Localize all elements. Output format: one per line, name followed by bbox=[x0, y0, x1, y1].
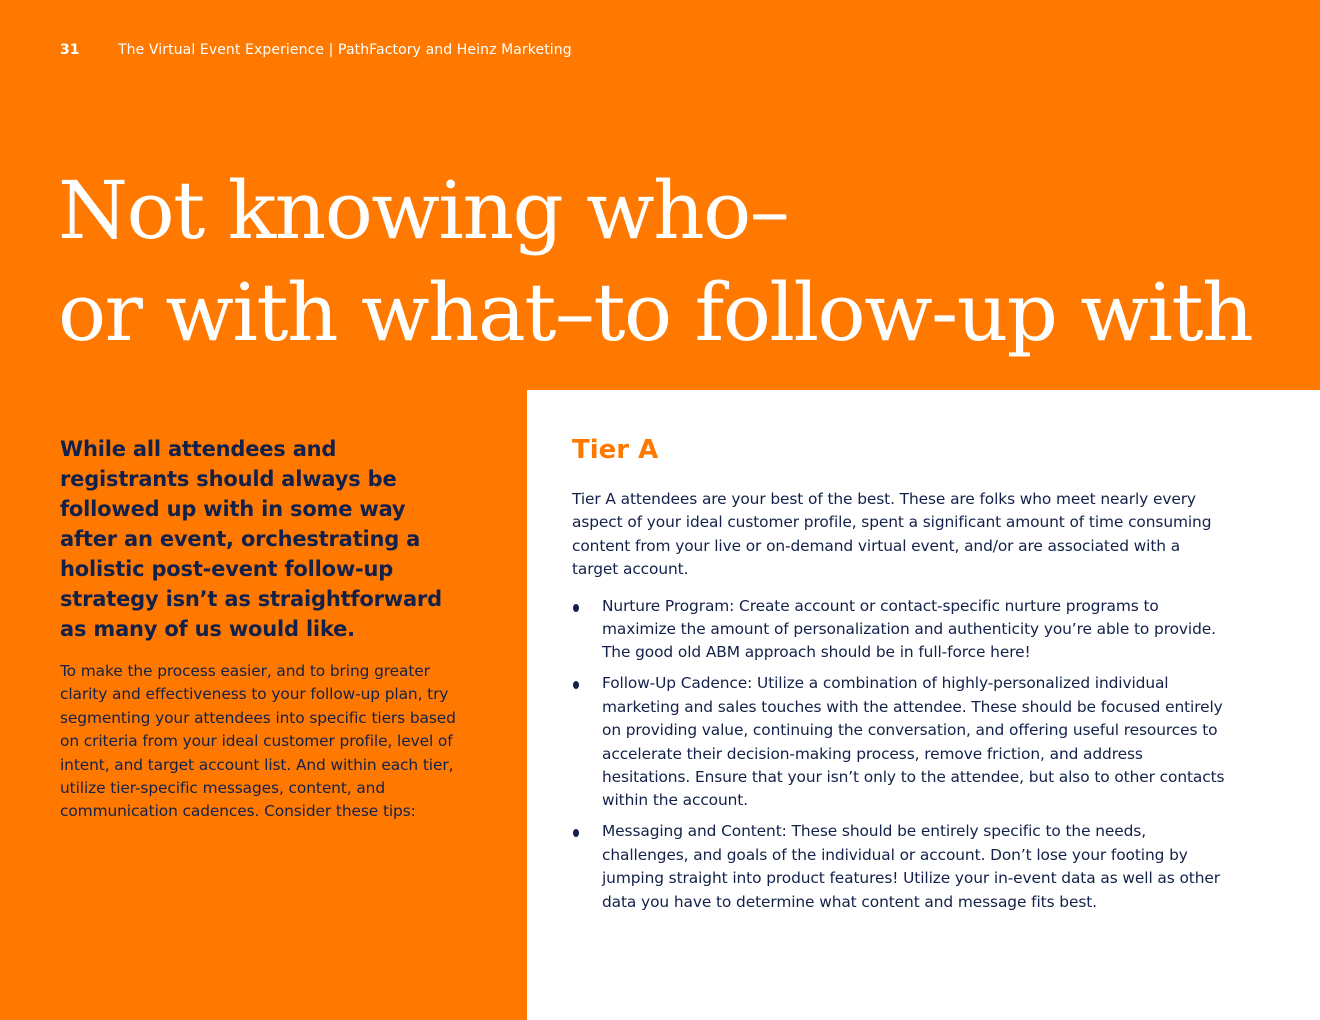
tip-item-nurture-program bbox=[572, 595, 1227, 665]
tip-text: Messaging and Content: These should be entirely specific to the needs, challenges, and goals of the individual or account. Don’t lose your footing by jumping straight into product features! Utilize your in-event data as well as other data you have to determine what content and message fits best. bbox=[602, 822, 1220, 911]
document-title: The Virtual Event Experience | PathFactory and Heinz Marketing bbox=[118, 42, 572, 58]
tier-a-panel bbox=[527, 390, 1320, 1020]
lead-paragraph: While all attendees and registrants should always be followed up with in some way after an event, orchestrating a holistic post-event follow-up strategy isn’t as straightforward as many of us would like. bbox=[60, 437, 442, 641]
headline-line-1: Not knowing who– bbox=[58, 164, 789, 257]
tip-item-messaging-content bbox=[572, 820, 1227, 914]
tier-title: Tier A bbox=[572, 435, 659, 465]
tier-a-content bbox=[572, 432, 1227, 922]
intro-paragraph: To make the process easier, and to bring greater clarity and effectiveness to your follow-up plan, try segmenting your attendees into specific tiers based on criteria from your ideal customer profile, level of intent, and target account list. And within each tier, utilize tier-specific messages, content, and communication cadences. Consider these tips: bbox=[60, 662, 456, 821]
bullet-icon bbox=[573, 681, 579, 689]
left-column bbox=[60, 434, 460, 824]
page-number: 31 bbox=[60, 42, 80, 58]
page-header bbox=[60, 42, 572, 58]
tier-description: Tier A attendees are your best of the best. These are folks who meet nearly every aspect of your ideal customer profile, spent a significant amount of time consuming content from your live or on-demand virtual event, and/or are associated with a target account. bbox=[572, 490, 1212, 579]
headline-line-2: or with what–to follow-up with bbox=[58, 266, 1253, 359]
headline bbox=[58, 160, 1252, 364]
bullet-icon bbox=[573, 604, 579, 612]
tips-list bbox=[572, 595, 1227, 914]
bullet-icon bbox=[573, 829, 579, 837]
tip-item-follow-up-cadence bbox=[572, 672, 1227, 812]
tip-text: Nurture Program: Create account or contact-specific nurture programs to maximize the amount of personalization and authenticity you’re able to provide. The good old ABM approach should be in full-force here! bbox=[602, 596, 1216, 662]
tip-text: Follow-Up Cadence: Utilize a combination of highly-personalized individual marketing and sales touches with the attendee. These should be focused entirely on providing value, continuing the conversation, and offering useful resources to accelerate their decision-making process, remove friction, and address hesitations. Ensure that your isn’t only to the attendee, but also to other contacts within the account. bbox=[602, 674, 1225, 810]
